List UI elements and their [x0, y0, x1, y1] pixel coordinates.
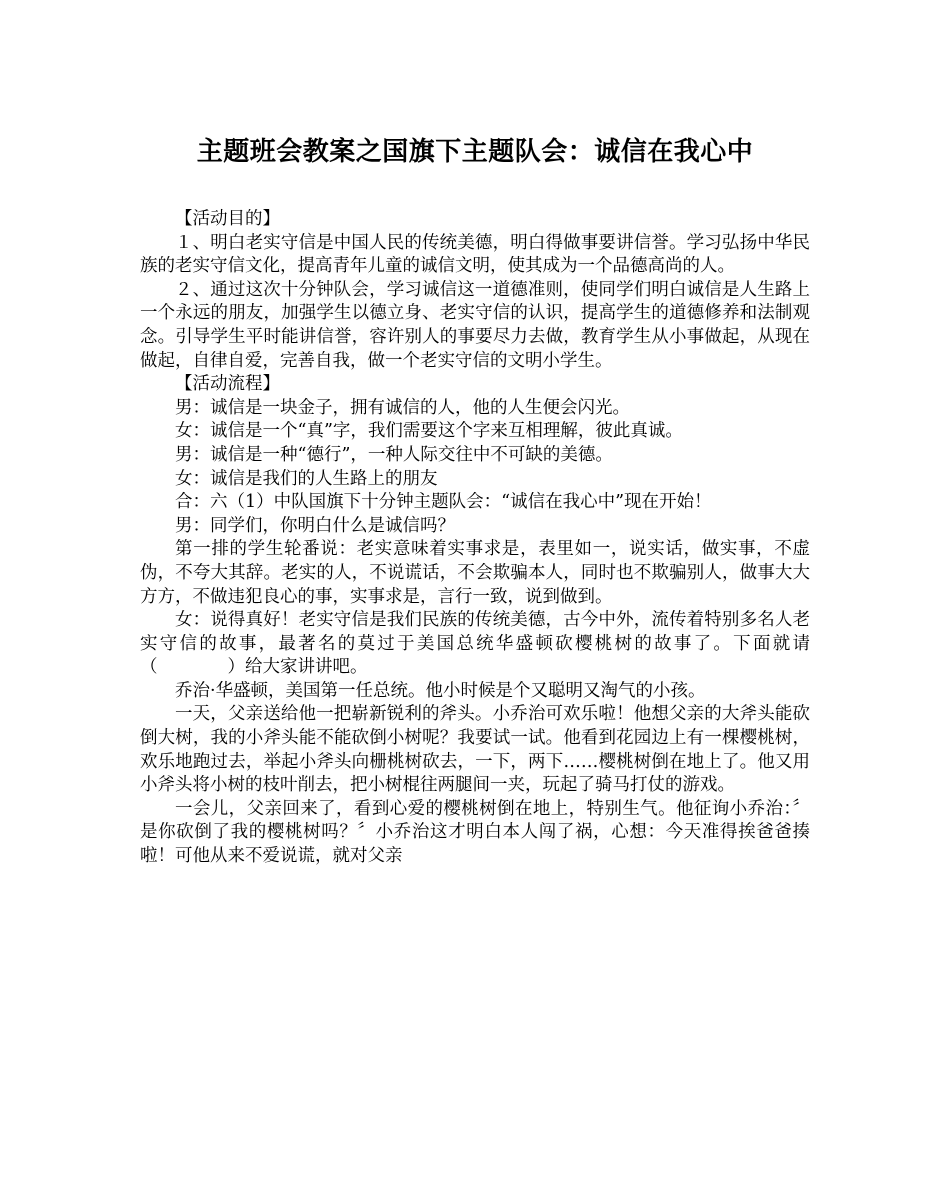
dialogue-line: 女：说得真好！老实守信是我们民族的传统美德，古今中外，流传着特别多名人老实守信的故事，最著名的莫过于美国总统华盛顿砍樱桃树的故事了。下面就请（ ）给大家讲讲吧。 — [140, 610, 810, 678]
dialogue-line: 男：诚信是一块金子，拥有诚信的人，他的人生便会闪光。 — [175, 397, 630, 418]
document-body — [140, 208, 810, 869]
dialogue-line: 女：诚信是一个“真”字，我们需要这个字来互相理解，彼此真诚。 — [175, 421, 683, 442]
paragraph: 一天，父亲送给他一把崭新锐利的斧头。小乔治可欢乐啦！他想父亲的大斧头能砍倒大树，我的小斧头能不能砍倒小树呢？我要试一试。他看到花园边上有一棵樱桃树，欢乐地跑过去，举起小斧头向栅桃树砍去，一下，两下……樱桃树倒在地上了。他又用小斧头将小树的枝叶削去，把小树棍往两腿间一夹，玩起了骑马打仗的游戏。 — [140, 704, 810, 796]
dialogue-line: 合：六（1）中队国旗下十分钟主题队会：“诚信在我心中”现在开始！ — [175, 492, 712, 513]
paragraph: 乔治·华盛顿，美国第一任总统。他小时候是个又聪明又淘气的小孩。 — [175, 680, 706, 701]
section-heading-process: 【活动流程】 — [175, 374, 280, 395]
document-title: 主题班会教案之国旗下主题队会：诚信在我心中 — [196, 137, 754, 167]
paragraph: 第一排的学生轮番说：老实意味着实事求是，表里如一，说实话，做实事，不虚伪，不夸大其辞。老实的人，不说谎话，不会欺骗本人，同时也不欺骗别人，做事大大方方，不做违犯良心的事，实事求是，言行一致，说到做到。 — [140, 539, 810, 607]
paragraph: １、明白老实守信是中国人民的传统美德，明白得做事要讲信誉。学习弘扬中华民族的老实守信文化，提高青年儿童的诚信文明，使其成为一个品德高尚的人。 — [140, 232, 810, 277]
paragraph: ２、通过这次十分钟队会，学习诚信这一道德准则，使同学们明白诚信是人生路上一个永远的朋友，加强学生以德立身、老实守信的认识，提高学生的道德修养和法制观念。引导学生平时能讲信誉，容许别人的事要尽力去做，教育学生从小事做起，从现在做起，自律自爱，完善自我，做一个老实守信的文明小学生。 — [140, 279, 810, 371]
paragraph: 一会儿，父亲回来了，看到心爱的樱桃树倒在地上，特别生气。他征询小乔治：〞是你砍倒了我的樱桃树吗？〞小乔治这才明白本人闯了祸，心想：今天准得挨爸爸揍啦！可他从来不爱说谎，就对父亲 — [140, 798, 810, 867]
section-heading-purpose: 【活动目的】 — [175, 209, 280, 229]
dialogue-line: 男：同学们，你明白什么是诚信吗？ — [175, 515, 455, 536]
dialogue-line: 女：诚信是我们的人生路上的朋友 — [175, 468, 438, 489]
dialogue-line: 男：诚信是一种“德行”，一种人际交往中不可缺的美德。 — [175, 444, 613, 465]
